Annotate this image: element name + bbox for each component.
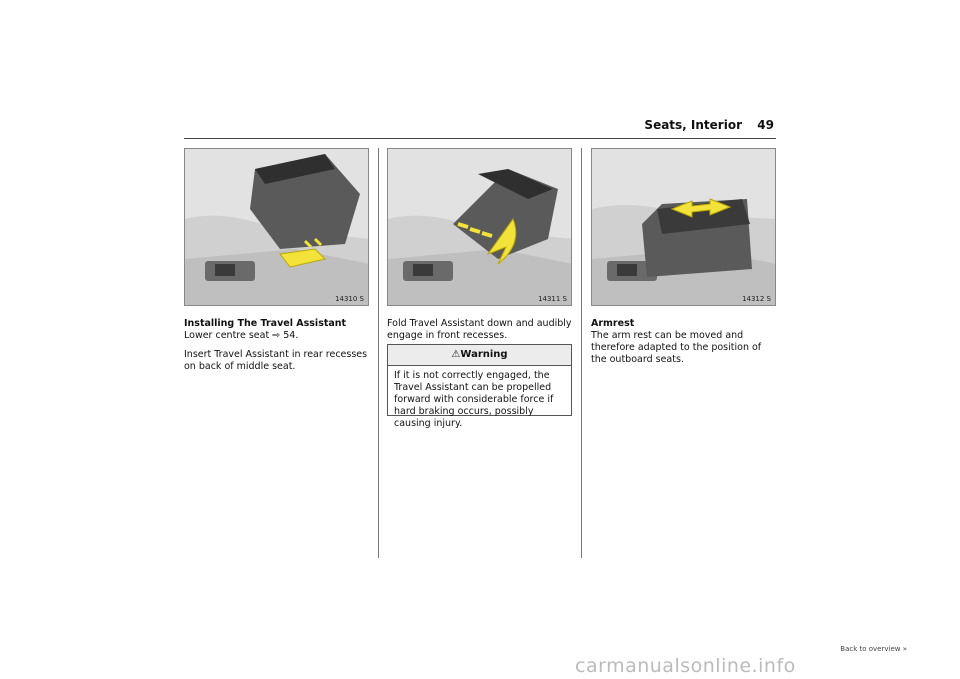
page-header bbox=[184, 112, 776, 138]
page-number: 49 bbox=[757, 118, 774, 132]
figure-install-travel-assistant bbox=[184, 148, 369, 306]
figure-fold-travel-assistant bbox=[387, 148, 572, 306]
figure-illustration bbox=[185, 149, 369, 306]
instruction-line bbox=[184, 330, 369, 342]
back-to-overview-link[interactable]: Back to overview » bbox=[840, 645, 907, 653]
figure-illustration bbox=[388, 149, 572, 306]
column-1-text bbox=[184, 318, 369, 380]
warning-header bbox=[388, 345, 571, 366]
warning-title: Warning bbox=[460, 349, 508, 360]
instruction-paragraph: Fold Travel Assistant down and audibly engage in front recesses. bbox=[387, 318, 572, 341]
armrest-description: The arm rest can be moved and therefore adapted to the position of the outboard seats. bbox=[591, 330, 762, 365]
page-reference-icon: ⇨ bbox=[272, 330, 281, 341]
section-title: Seats, Interior bbox=[644, 118, 742, 132]
warning-box bbox=[387, 344, 572, 429]
figure-code: 14310 S bbox=[335, 295, 364, 303]
column-divider-1 bbox=[378, 148, 379, 558]
section-heading: Installing The Travel Assistant bbox=[184, 318, 347, 329]
figure-armrest bbox=[591, 148, 776, 306]
column-divider-2 bbox=[581, 148, 582, 558]
figure-illustration bbox=[592, 149, 776, 306]
column-3-text bbox=[591, 318, 776, 373]
figure-code: 14311 S bbox=[538, 295, 567, 303]
section-heading: Armrest bbox=[591, 318, 635, 329]
watermark: carmanualsonline.info bbox=[575, 655, 796, 677]
instruction-paragraph: Insert Travel Assistant in rear recesses on back of middle seat. bbox=[184, 349, 368, 372]
warning-text: If it is not correctly engaged, the Travel Assistant can be propelled forward with considerable force if hard braking occurs, possibly causing injury. bbox=[394, 370, 554, 429]
instruction-text: Lower centre seat bbox=[184, 330, 270, 341]
warning-icon: ⚠ bbox=[451, 349, 461, 360]
figure-code: 14312 S bbox=[742, 295, 771, 303]
page-reference[interactable]: 54. bbox=[283, 330, 299, 341]
header-divider bbox=[184, 138, 776, 139]
